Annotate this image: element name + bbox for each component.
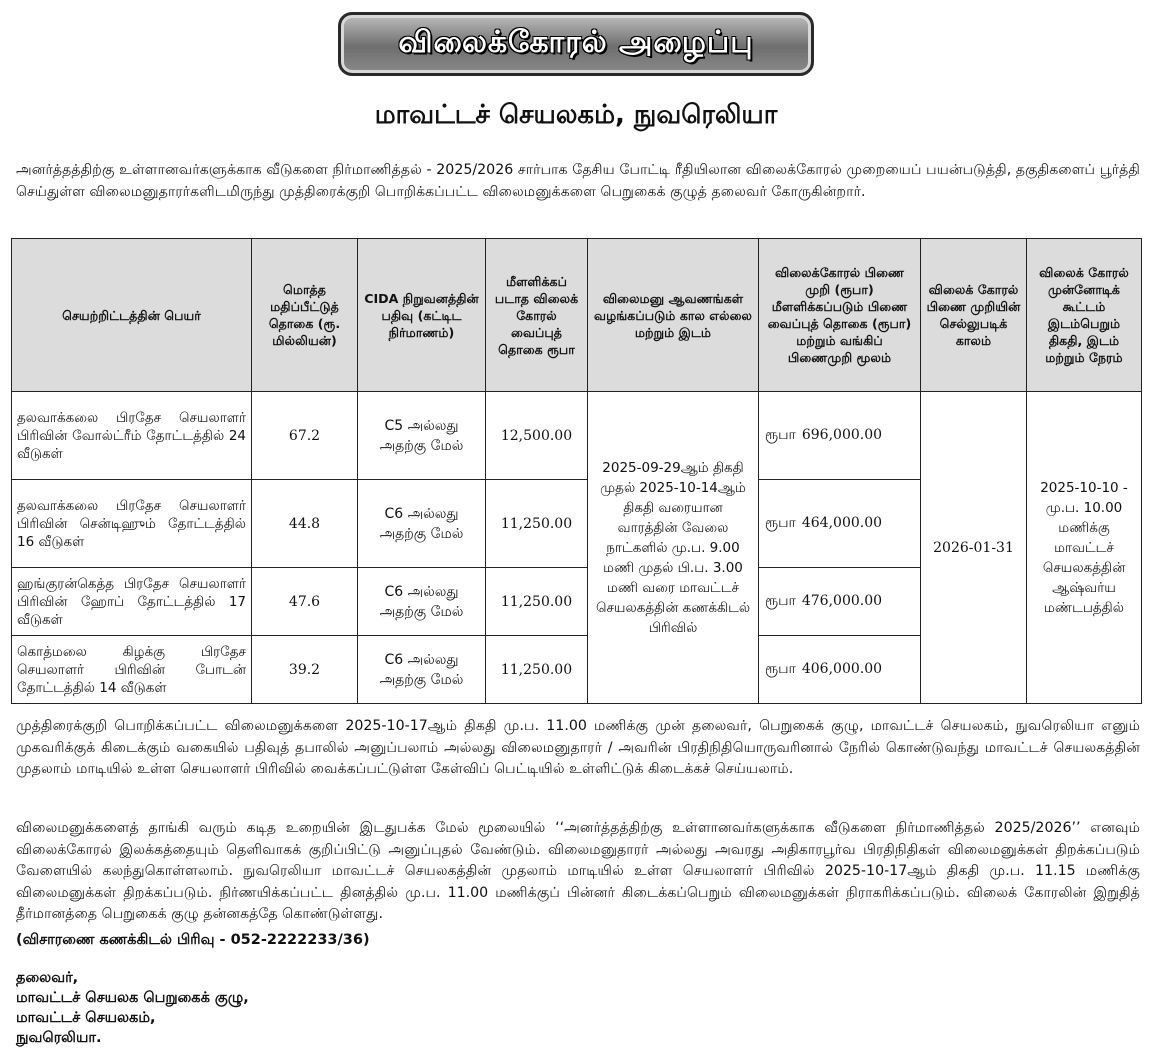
bond-amount: 696,000.00 [801,426,883,443]
cida-grade: C6 அல்லது அதற்கு மேல் [358,636,486,704]
estimate-value: 39.2 [252,636,358,704]
header-cida: CIDA நிறுவனத்தின் பதிவு (கட்டிட நிர்மாணம்) [358,239,486,392]
bond-amount: 464,000.00 [801,514,883,531]
bond-currency: ரூபா [765,660,796,677]
tender-fee: 11,250.00 [486,636,588,704]
submission-paragraph: முத்திரைக்குறி பொறிக்கப்பட்ட விலைமனுக்களை 2025-10-17ஆம் திகதி மு.ப. 11.00 மணிக்கு முன் தலைவர், பெறுகைக் குழு, மாவட்டச் செயலகம், நுவரெலியா எனும் முகவரிக்குக் கிடைக்கும் வகையில் பதிவுத் தபாலில் அனுப்பலாம் அல்லது விலைமனுதாரர் / அவரின் பிரதிநிதியொருவரினால் நேரில் கொண்டுவந்து மாவட்டச் செயலகத்தின் முதலாம் மாடியில் உள்ள செயலாளர் பிரிவில் வைக்கப்பட்டுள்ள கேள்விப் பெட்டியில் உள்ளிட்டுக் கிடைக்கச் செய்யலாம். [16,718,1140,777]
enquiry-line: (விசாரணை கணக்கிடல் பிரிவு - 052-2222233/36) [16,932,370,948]
bid-bond [759,568,921,636]
cida-grade: C6 அல்லது அதற்கு மேல் [358,568,486,636]
opening-paragraph: விலைமனுக்களைத் தாங்கி வரும் கடித உறையின் இடதுபக்க மேல் மூலையில் ‘‘அனர்த்தத்திற்கு உள்ளானவர்களுக்காக வீடுகளை நிர்மாணித்தல் 2025/2026’’ எனவும் விலைக்கோரல் இலக்கத்தையும் தெளிவாகக் குறிப்பிட்டு அனுப்புதல் வேண்டும். விலைமனுதாரர் அல்லது அவரது அதிகாரபூர்வ பிரதிநிதிகள் விலைமனுக்கள் திறக்கப்படும் வேளையில் கலந்துகொள்ளலாம். நுவரெலியா மாவட்டச் செயலகத்தின் முதலாம் மாடியில் உள்ள செயலாளர் பிரிவில் 2025-10-17ஆம் திகதி மு.ப. 11.15 மணிக்கு விலைமனுக்கள் திறக்கப்படும். நிர்ணயிக்கப்பட்ட தினத்தில் மு.ப. 11.00 மணிக்குப் பின்னர் கிடைக்கப்பெறும் விலைமனுக்கள் நிராகரிக்கப்படும். விலைக் கோரலின் இறுதித் தீர்மானத்தை பெறுகைக் குழு தன்னகத்தே கொண்டுள்ளது. [16,820,1140,922]
header-bond-validity: விலைக் கோரல் பிணை முறியின் செல்லுபடிக் காலம் [921,239,1027,392]
estimate-value: 44.8 [252,480,358,568]
cida-grade: C6 அல்லது அதற்கு மேல் [358,480,486,568]
header-issue-period: விலைமனு ஆவணங்கள் வழங்கப்படும் கால எல்லை மற்றும் இடம் [588,239,759,392]
bond-currency: ரூபா [765,592,796,609]
project-name: ஹங்குரன்கெத்த பிரதேச செயலாளர் பிரிவின் ஹோப் தோட்டத்தில் 17 வீடுகள் [12,568,252,636]
table-header-row [12,239,1142,392]
bid-bond [759,636,921,704]
tender-fee: 11,250.00 [486,568,588,636]
cida-grade: C5 அல்லது அதற்கு மேல் [358,392,486,480]
tender-table [11,238,1142,704]
estimate-value: 47.6 [252,568,358,636]
bond-validity: 2026-01-31 [921,392,1027,704]
tender-fee: 12,500.00 [486,392,588,480]
table-row [12,392,1142,480]
header-estimate: மொத்த மதிப்பீட்டுத் தொகை (ரூ. மில்லியன்) [252,239,358,392]
banner-area [0,12,1152,76]
header-bid-bond: விலைக்கோரல் பிணை முறி (ரூபா) மீளளிக்கப்படும் பிணை வைப்புத் தொகை (ரூபா) மற்றும் வங்கிப் பிணைமுறி மூலம் [759,239,921,392]
signature-line: நுவரெலியா. [16,1030,102,1046]
bond-amount: 476,000.00 [801,592,883,609]
project-name: தலவாக்கலை பிரதேச செயலாளர் பிரிவின் வோல்ட்ரீம் தோட்டத்தில் 24 வீடுகள் [12,392,252,480]
signature-block [16,968,249,1048]
bid-bond [759,480,921,568]
project-name: கொத்மலை கிழக்கு பிரதேச செயலாளர் பிரிவின் போடன் தோட்டத்தில் 14 வீடுகள் [12,636,252,704]
notice-banner: விலைக்கோரல் அழைப்பு [338,12,814,76]
office-title: மாவட்டச் செயலகம், நுவரெலியா [374,100,778,130]
signature-line: மாவட்டச் செயலகம், [16,1010,156,1026]
issue-period: 2025-09-29ஆம் திகதி முதல் 2025-10-14ஆம் திகதி வரையான வாரத்தின் வேலை நாட்களில் மு.ப. 9.00 மணி முதல் பி.ப. 3.00 மணி வரை மாவட்டச் செயலகத்தின் கணக்கிடல் பிரிவில் [588,392,759,704]
pre-bid-meeting: 2025-10-10 - மு.ப. 10.00 மணிக்கு மாவட்டச் செயலகத்தின் ஆஷ்வர்ய மண்டபத்தில் [1027,392,1142,704]
intro-paragraph: அனர்த்தத்திற்கு உள்ளானவர்களுக்காக வீடுகளை நிர்மாணித்தல் - 2025/2026 சார்பாக தேசிய போட்டி ரீதியிலான விலைக்கோரல் முறையைப் பயன்படுத்தி, தகுதிகளைப் பூர்த்தி செய்துள்ள விலைமனுதாரர்களிடமிருந்து முத்திரைக்குறி பொறிக்கப்பட்ட விலைமனுக்களை பெறுகைக் குழுத் தலைவர் கோருகின்றார். [16,162,1140,200]
tender-fee: 11,250.00 [486,480,588,568]
bid-bond [759,392,921,480]
bond-currency: ரூபா [765,514,796,531]
header-pre-bid-meeting: விலைக் கோரல் முன்னோடிக் கூட்டம் இடம்பெறும் திகதி, இடம் மற்றும் நேரம் [1027,239,1142,392]
bond-currency: ரூபா [765,426,796,443]
header-fee: மீளளிக்கப் படாத விலைக் கோரல் வைப்புத் தொகை ரூபா [486,239,588,392]
header-project-name: செயற்றிட்டத்தின் பெயர் [12,239,252,392]
project-name: தலவாக்கலை பிரதேச செயலாளர் பிரிவின் சென்டிஹும் தோட்டத்தில் 16 வீடுகள் [12,480,252,568]
bond-amount: 406,000.00 [801,660,883,677]
signature-line: தலைவர், [16,970,79,986]
estimate-value: 67.2 [252,392,358,480]
signature-line: மாவட்டச் செயலக பெறுகைக் குழு, [16,990,249,1006]
